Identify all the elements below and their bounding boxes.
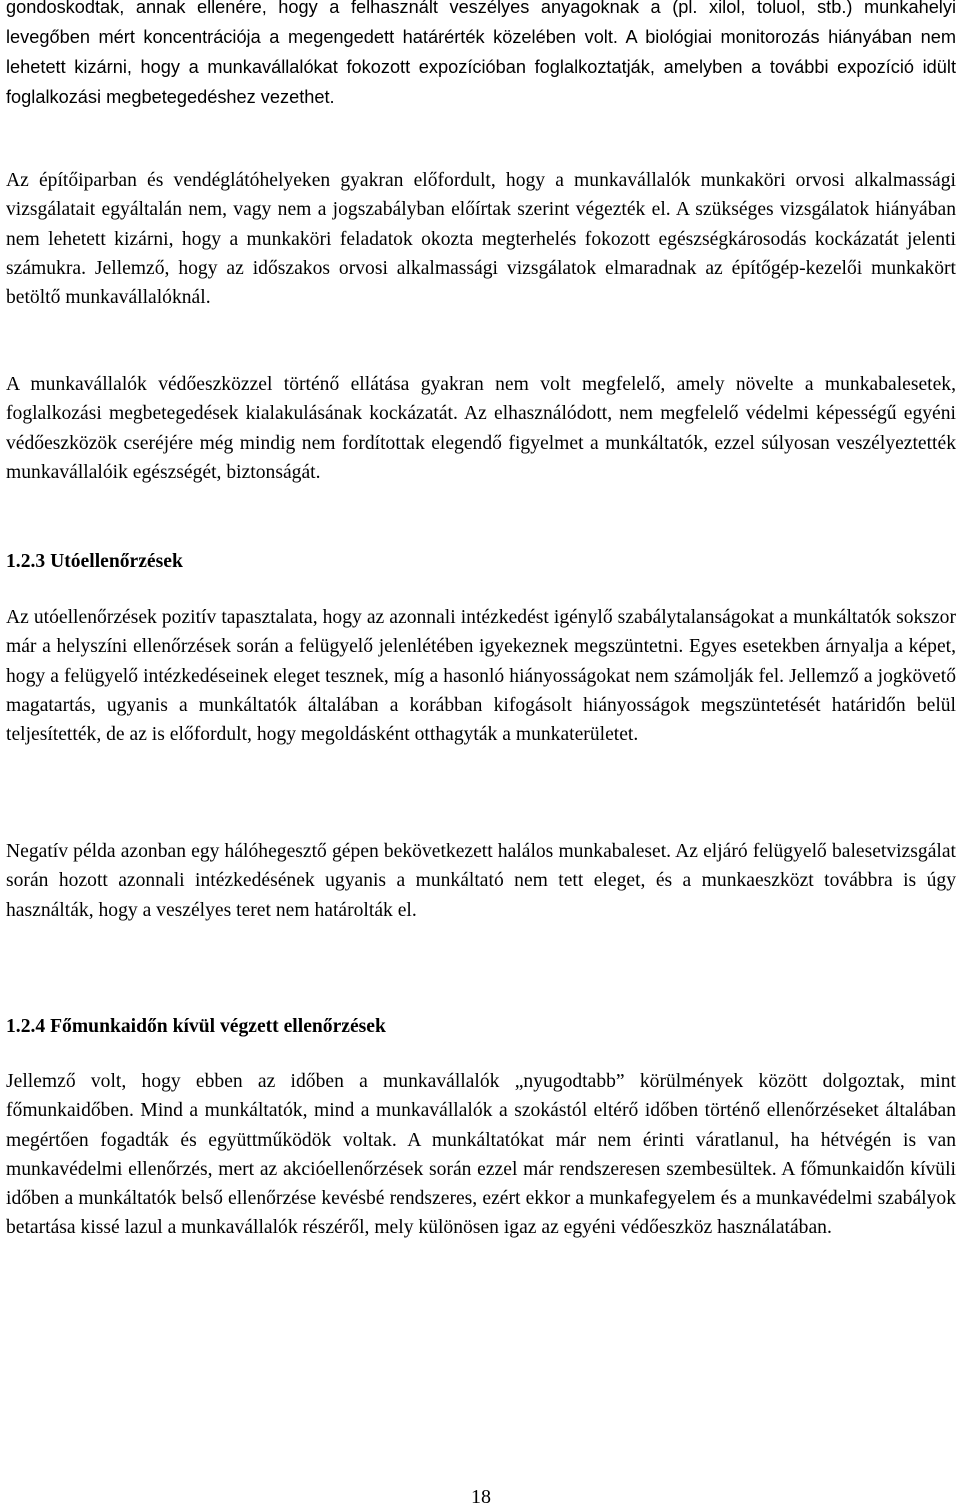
section-heading-off-hours-inspections: 1.2.4 Főmunkaidőn kívül végzett ellenőrzések (6, 1016, 386, 1037)
document-page (6, 0, 956, 1509)
page-number: 18 (471, 1486, 491, 1508)
paragraph-solvent-exposure: gondoskodtak, annak ellenére, hogy a felhasznált veszélyes anyagoknak a (pl. xilol, toluol, stb.) munkahelyi levegőben mért koncentrációja a megengedett határérték közelében volt. A biológiai monitorozás hiányában nem lehetett kizárni, hogy a munkavállalókat fokozott expozícióban foglalkoztatják, amelyben a további expozíció idült foglalkozási megbetegedéshez vezethet. (6, 0, 956, 107)
section-heading-follow-up-inspections: 1.2.3 Utóellenőrzések (6, 551, 183, 572)
paragraph-off-hours-findings: Jellemző volt, hogy ebben az időben a munkavállalók „nyugodtabb” körülmények között dolgoztak, mint főmunkaidőben. Mind a munkáltatók, mind a munkavállalók a szokástól eltérő időben történő ellenőrzéseket általában megértően fogadták és együttműködök voltak. A munkáltatókat már nem érinti váratlanul, ha hétvégén is van munkavédelmi ellenőrzés, mert az akcióellenőrzések során ezzel már rendszeresen szembesültek. A főmunkaidőn kívüli időben a munkáltatók belső ellenőrzése kevésbé rendszeres, ezért ekkor a munkafegyelem és a munkavédelmi szabályok betartása kissé lazul a munkavállalók részéről, mely különösen igaz az egyéni védőeszköz használatában. (6, 1071, 956, 1239)
paragraph-fatal-accident-example: Negatív példa azonban egy hálóhegesztő gépen bekövetkezett halálos munkabaleset. Az eljáró felügyelő balesetvizsgálat során hozott azonnali intézkedésének ugyanis a munkáltató nem tett eleget, és a munkaeszközt továbbra is úgy használták, hogy a veszélyes teret nem határolták el. (6, 841, 956, 921)
paragraph-protective-equipment: A munkavállalók védőeszközzel történő ellátása gyakran nem volt megfelelő, amely növelte a munkabalesetek, foglalkozási megbetegedések kialakulásának kockázatát. Az elhasználódott, nem megfelelő védelmi képességű egyéni védőeszközök cseréjére még mindig nem fordítottak elegendő figyelmet a munkáltatók, ezzel súlyosan veszélyeztették munkavállalóik egészségét, biztonságát. (6, 374, 956, 483)
paragraph-follow-up-experience: Az utóellenőrzések pozitív tapasztalata, hogy az azonnali intézkedést igénylő szabálytalanságokat a munkáltatók sokszor már a helyszíni ellenőrzések során a felügyelő jelenlétében igyekeznek megszüntetni. Egyes esetekben árnyalja a képet, hogy a felügyelő intézkedéseinek eleget tesznek, míg a hasonló hiányosságokat nem számolják fel. Jellemző a jogkövető magatartás, ugyanis a munkáltatók általában a korábban kifogásolt hiányosságok megszüntetését határidőn belül teljesítették, de az is előfordult, hogy megoldásként otthagyták a munkaterületet. (6, 607, 956, 746)
paragraph-medical-examinations: Az építőiparban és vendéglátóhelyeken gyakran előfordult, hogy a munkavállalók munkaköri orvosi alkalmassági vizsgálatait egyáltalán nem, vagy nem a jogszabályban előírtak szerint végezték el. A szükséges vizsgálatok hiányában nem lehetett kizárni, hogy a munkaköri feladatok okozta megterhelés fokozott egészségkárosodás kockázatát jelenti számukra. Jellemző, hogy az időszakos orvosi alkalmassági vizsgálatok elmaradnak az építőgép-kezelői munkakört betöltő munkavállalóknál. (6, 170, 956, 309)
